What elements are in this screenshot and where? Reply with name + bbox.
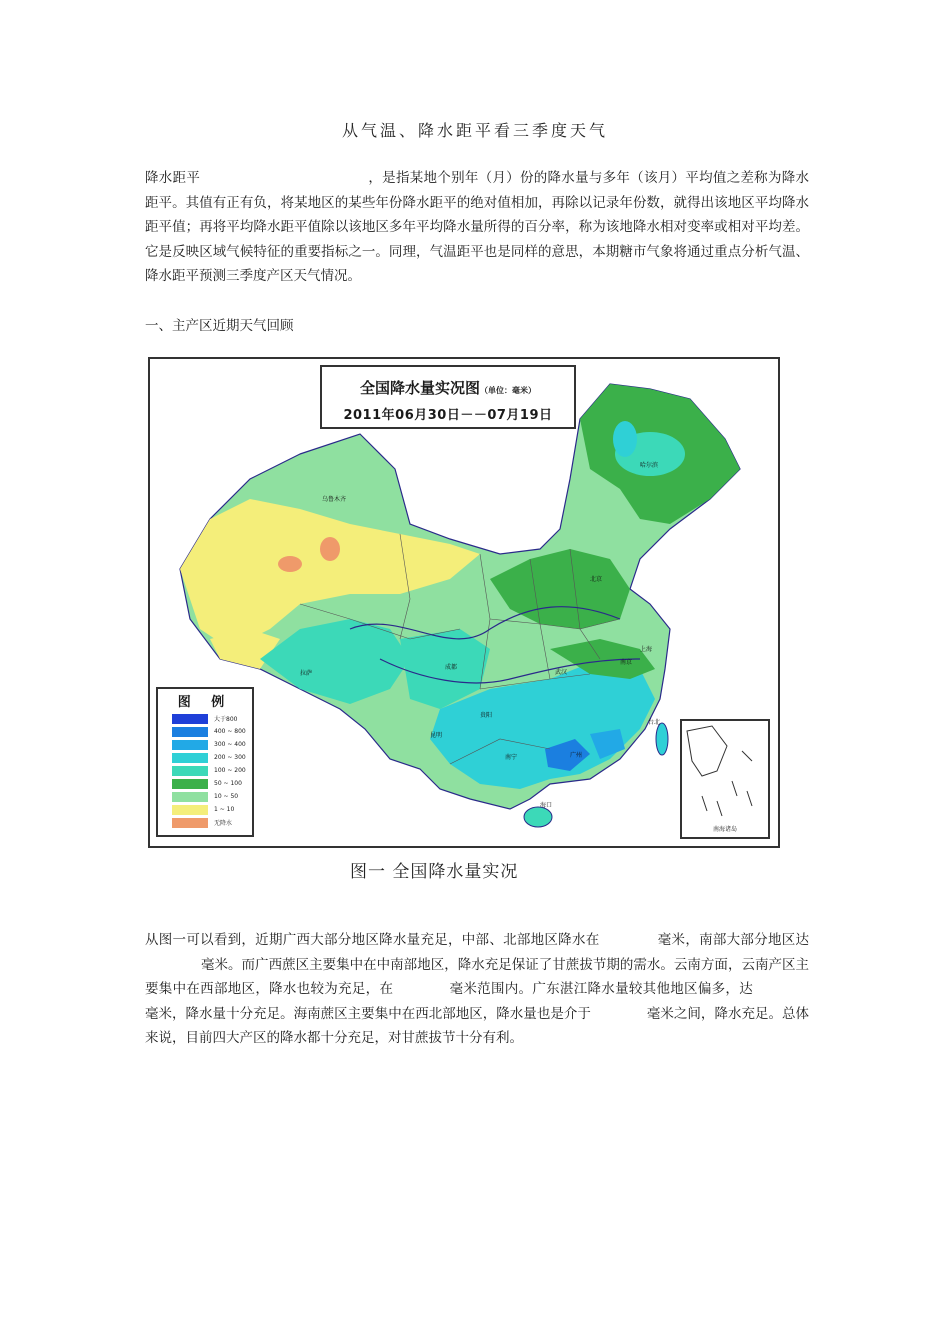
- legend-swatch: [172, 714, 208, 724]
- body-text-4: 毫米范围内。广东湛江降水量较其他地区偏多，达: [449, 981, 754, 997]
- legend-item: [158, 712, 252, 725]
- body-text-2: 毫米，南部大部分地区达: [657, 932, 809, 948]
- map-legend: [156, 687, 254, 837]
- legend-swatch: [172, 818, 208, 828]
- legend-item: [158, 764, 252, 777]
- legend-swatch: [172, 779, 208, 789]
- map-dates: 2011年06月30日－－07月19日: [343, 408, 553, 423]
- city-label-wuhan: 武汉: [555, 669, 568, 676]
- legend-label: 无降水: [214, 820, 233, 827]
- legend-swatch: [172, 753, 208, 763]
- legend-item: [158, 816, 252, 829]
- legend-label: 10 ~ 50: [214, 793, 239, 800]
- legend-label: 50 ~ 100: [214, 780, 242, 787]
- city-label-nanning: 南宁: [505, 754, 518, 761]
- no-rain-patch-2: [320, 537, 340, 561]
- city-label-beijing: 北京: [590, 576, 603, 583]
- hainan-island: [524, 807, 552, 827]
- intro-paragraph: [145, 166, 809, 289]
- intro-text: ，是指某地个别年（月）份的降水量与多年（该月）平均值之差称为降水距平。其值有正有负，将某地区的某些年份降水距平的绝对值相加，再除以记录年份数，就得出该地区平均降水距平值；再将平均降水距平值除以该地区多年平均降水量所得的百分率，称为该地降水相对变率或相对平均差。它是反映区域气候特征的重要指标之一。同理，气温距平也是同样的意思，本期糖市气象将通过重点分析气温、降水距平预测三季度产区天气情况。: [145, 170, 810, 284]
- northeast-rain-patch-2: [613, 421, 637, 457]
- document-title: 从气温、降水距平看三季度天气: [341, 121, 608, 140]
- precipitation-map-figure: [148, 357, 780, 848]
- city-label-harbin: 哈尔滨: [640, 462, 659, 469]
- no-rain-patch-1: [278, 556, 302, 572]
- city-label-shanghai: 上海: [640, 646, 653, 653]
- taiwan-island: [656, 723, 668, 755]
- city-label-nanjing: 南京: [620, 659, 633, 666]
- city-label-guangzhou: 广州: [570, 752, 583, 759]
- body-paragraph: [145, 928, 809, 1051]
- body-text-6: 毫米之间，降水充足。总体来说，目前四大产区的降水都十分充足，对甘蔗拔节十分有利。: [145, 1005, 810, 1046]
- map-title-box: [320, 365, 576, 429]
- city-label-guiyang: 贵阳: [480, 712, 493, 719]
- body-text-3: 毫米。而广西蔗区主要集中在中南部地区，降水充足保证了甘蔗拔节期的需水。云南方面，云南产区主要集中在西部地区，降水也较为充足，在: [145, 956, 809, 997]
- map-title-line: [322, 377, 574, 398]
- legend-label: 300 ~ 400: [214, 741, 246, 748]
- map-unit: （单位：毫米）: [480, 386, 536, 395]
- legend-item: [158, 790, 252, 803]
- legend-item: [158, 777, 252, 790]
- legend-label: 100 ~ 200: [214, 767, 246, 774]
- legend-swatch: [172, 766, 208, 776]
- legend-swatch: [172, 740, 208, 750]
- legend-item: [158, 803, 252, 816]
- figure-caption: 图一 全国降水量实况: [350, 862, 519, 882]
- legend-label: 1 ~ 10: [214, 806, 235, 813]
- city-label-haikou: 海口: [540, 802, 553, 809]
- inset-map: [682, 721, 768, 837]
- legend-label: 200 ~ 300: [214, 754, 246, 761]
- legend-label: 400 ~ 800: [214, 728, 246, 735]
- intro-lead-term: 降水距平: [145, 170, 201, 186]
- legend-item: [158, 738, 252, 751]
- legend-swatch: [172, 727, 208, 737]
- map-title: 全国降水量实况图: [359, 379, 480, 397]
- inset-label: 南海诸岛: [712, 826, 737, 833]
- body-text-1: 从图一可以看到，近期广西大部分地区降水量充足，中部、北部地区降水在: [145, 932, 600, 948]
- legend-swatch: [172, 792, 208, 802]
- legend-swatch: [172, 805, 208, 815]
- legend-label: 大于800: [214, 716, 238, 723]
- city-label-taipei: 台北: [648, 719, 661, 726]
- south-china-sea-inset: [680, 719, 770, 839]
- legend-item: [158, 725, 252, 738]
- city-label-lhasa: 拉萨: [300, 670, 313, 677]
- legend-title: 图 例: [177, 695, 233, 710]
- section-heading: 一、主产区近期天气回顾: [145, 318, 294, 334]
- city-label-urumqi: 乌鲁木齐: [322, 496, 347, 503]
- city-label-chengdu: 成都: [445, 664, 458, 671]
- city-label-kunming: 昆明: [430, 732, 443, 739]
- body-text-5: 毫米，降水量十分充足。海南蔗区主要集中在西北部地区，降水量也是介于: [145, 1005, 591, 1022]
- legend-rows: [158, 712, 252, 829]
- legend-item: [158, 751, 252, 764]
